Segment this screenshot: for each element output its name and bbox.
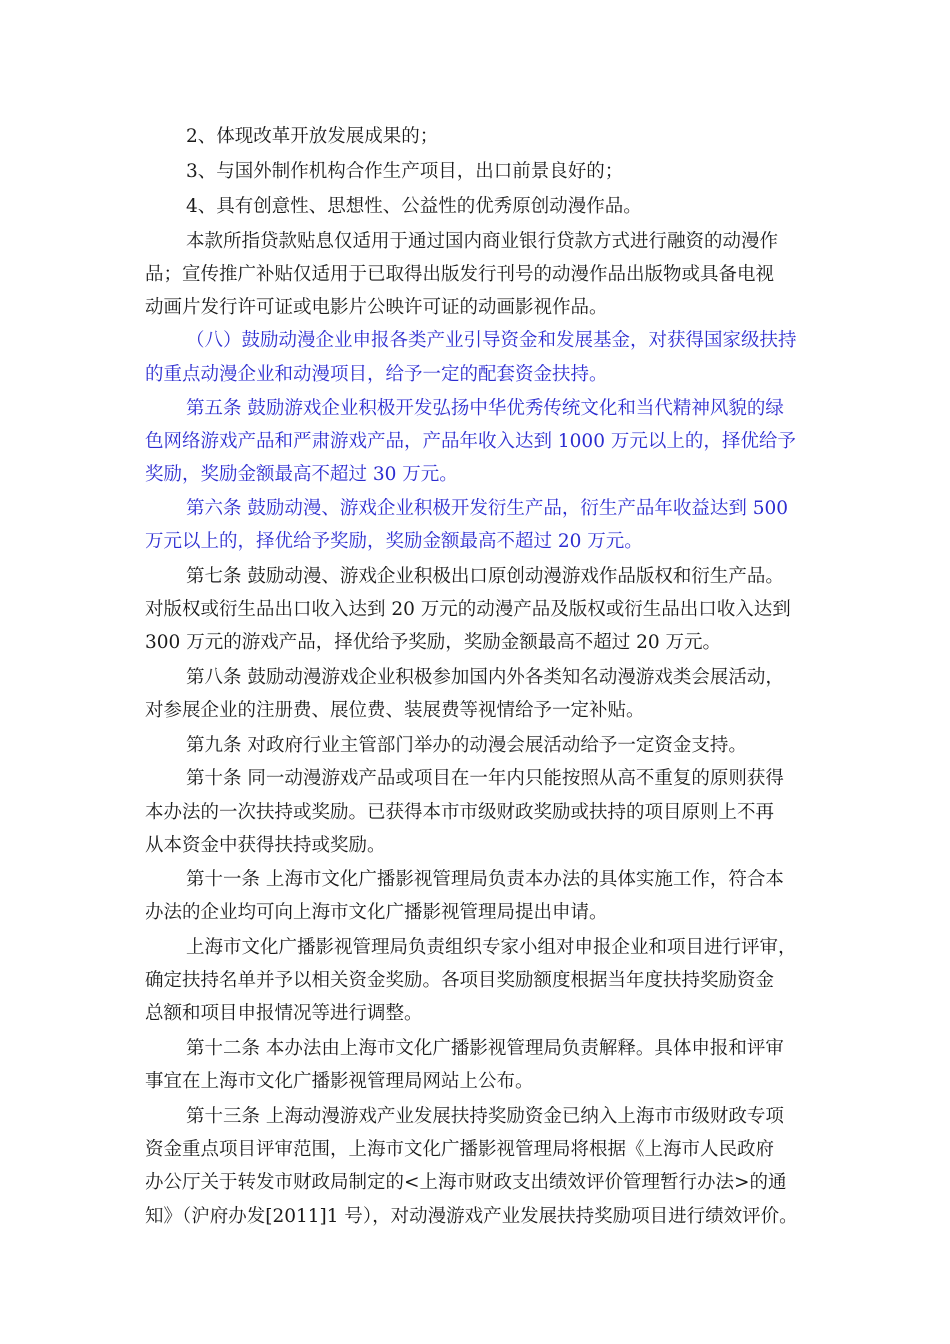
text-line: （八）鼓励动漫企业申报各类产业引导资金和发展基金，对获得国家级扶持 bbox=[186, 330, 797, 351]
text-line: 动画片发行许可证或电影片公映许可证的动画影视作品。 bbox=[145, 297, 608, 318]
text-line: 对版权或衍生品出口收入达到 20 万元的动漫产品及版权或衍生品出口收入达到 bbox=[145, 599, 791, 620]
text-line: 第十三条 上海动漫游戏产业发展扶持奖励资金已纳入上海市市级财政专项 bbox=[186, 1106, 784, 1127]
text-line: 第十二条 本办法由上海市文化广播影视管理局负责解释。具体申报和评审 bbox=[186, 1038, 784, 1059]
text-line: 万元以上的，择优给予奖励，奖励金额最高不超过 20 万元。 bbox=[145, 531, 643, 552]
text-line: 3、与国外制作机构合作生产项目，出口前景良好的； bbox=[186, 161, 624, 182]
text-line: 总额和项目申报情况等进行调整。 bbox=[145, 1003, 423, 1024]
text-line: 品；宣传推广补贴仅适用于已取得出版发行刊号的动漫作品出版物或具备电视 bbox=[145, 264, 775, 285]
text-line: 奖励，奖励金额最高不超过 30 万元。 bbox=[145, 464, 458, 485]
text-line: 确定扶持名单并予以相关资金奖励。各项目奖励额度根据当年度扶持奖励资金 bbox=[145, 970, 775, 991]
text-line: 第八条 鼓励动漫游戏企业积极参加国内外各类知名动漫游戏类会展活动， bbox=[186, 667, 784, 688]
text-line: 300 万元的游戏产品，择优给予奖励，奖励金额最高不超过 20 万元。 bbox=[145, 632, 721, 653]
text-line: 第五条 鼓励游戏企业积极开发弘扬中华优秀传统文化和当代精神风貌的绿 bbox=[186, 398, 784, 419]
text-line: 上海市文化广播影视管理局负责组织专家小组对申报企业和项目进行评审， bbox=[186, 937, 797, 958]
text-line: 的重点动漫企业和动漫项目，给予一定的配套资金扶持。 bbox=[145, 364, 608, 385]
text-line: 2、体现改革开放发展成果的； bbox=[186, 126, 439, 147]
text-line: 第七条 鼓励动漫、游戏企业积极出口原创动漫游戏作品版权和衍生产品。 bbox=[186, 566, 784, 587]
text-line: 第十一条 上海市文化广播影视管理局负责本办法的具体实施工作，符合本 bbox=[186, 869, 784, 890]
text-line: 办法的企业均可向上海市文化广播影视管理局提出申请。 bbox=[145, 902, 608, 923]
text-line: 第九条 对政府行业主管部门举办的动漫会展活动给予一定资金支持。 bbox=[186, 735, 747, 756]
text-line: 办公厅关于转发市财政局制定的<上海市财政支出绩效评价管理暂行办法>的通 bbox=[145, 1172, 787, 1193]
text-line: 本款所指贷款贴息仅适用于通过国内商业银行贷款方式进行融资的动漫作 bbox=[186, 231, 779, 252]
text-line: 本办法的一次扶持或奖励。已获得本市市级财政奖励或扶持的项目原则上不再 bbox=[145, 802, 775, 823]
text-line: 资金重点项目评审范围，上海市文化广播影视管理局将根据《上海市人民政府 bbox=[145, 1139, 775, 1160]
text-line: 4、具有创意性、思想性、公益性的优秀原创动漫作品。 bbox=[186, 196, 642, 217]
text-line: 从本资金中获得扶持或奖励。 bbox=[145, 835, 386, 856]
text-line: 第六条 鼓励动漫、游戏企业积极开发衍生产品，衍生产品年收益达到 500 bbox=[186, 498, 789, 519]
text-line: 事宜在上海市文化广播影视管理局网站上公布。 bbox=[145, 1071, 534, 1092]
text-line: 对参展企业的注册费、展位费、装展费等视情给予一定补贴。 bbox=[145, 700, 645, 721]
text-line: 第十条 同一动漫游戏产品或项目在一年内只能按照从高不重复的原则获得 bbox=[186, 768, 784, 789]
text-line: 知》（沪府办发[2011]1 号），对动漫游戏产业发展扶持奖励项目进行绩效评价。 bbox=[145, 1206, 798, 1227]
text-line: 色网络游戏产品和严肃游戏产品，产品年收入达到 1000 万元以上的，择优给予 bbox=[145, 431, 796, 452]
